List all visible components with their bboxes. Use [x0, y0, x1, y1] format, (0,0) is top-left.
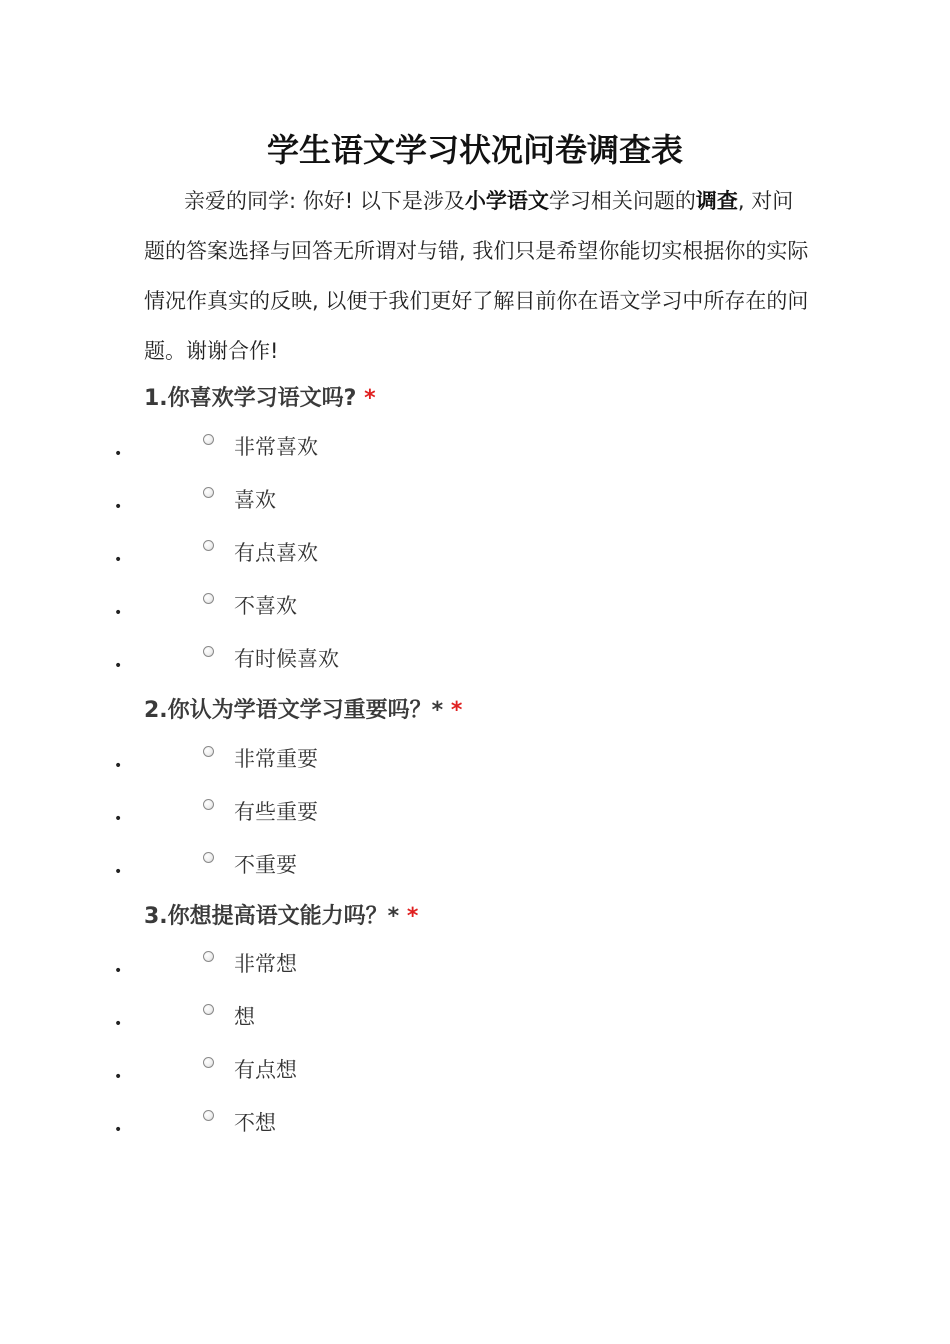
- option-label: 有点喜欢: [234, 541, 318, 565]
- option-item[interactable]: [0, 435, 950, 480]
- option-label: 非常喜欢: [234, 435, 318, 459]
- required-mark: *: [364, 386, 376, 411]
- list-bullet: •: [114, 499, 123, 515]
- option-item[interactable]: [0, 747, 950, 792]
- list-bullet: •: [114, 758, 123, 774]
- option-label: 有点想: [234, 1058, 297, 1082]
- option-item[interactable]: [0, 594, 950, 639]
- option-label: 非常重要: [234, 747, 318, 771]
- question-3-title: [144, 902, 418, 932]
- required-mark: *: [406, 904, 419, 929]
- list-bullet: •: [114, 1016, 123, 1032]
- list-bullet: •: [114, 658, 123, 674]
- list-bullet: •: [114, 605, 123, 621]
- option-item[interactable]: [0, 647, 950, 692]
- intro-text-2: 学习相关问题的: [548, 189, 696, 213]
- option-item[interactable]: [0, 1005, 950, 1050]
- question-text: 2.你认为学语文学习重要吗？*: [144, 698, 444, 723]
- radio-button[interactable]: [203, 852, 214, 863]
- option-label: 喜欢: [234, 488, 276, 512]
- intro-bold-subject: 小学语文: [464, 189, 549, 213]
- option-item[interactable]: [0, 952, 950, 997]
- intro-text-1: 亲爱的同学: 你好! 以下是涉及: [184, 189, 465, 213]
- radio-button[interactable]: [203, 1110, 214, 1121]
- radio-button[interactable]: [203, 746, 214, 757]
- option-label: 有些重要: [234, 800, 318, 824]
- radio-button[interactable]: [203, 646, 214, 657]
- option-label: 不想: [234, 1111, 276, 1135]
- option-item[interactable]: [0, 853, 950, 898]
- question-text: 1.你喜欢学习语文吗?: [144, 386, 357, 411]
- option-label: 有时候喜欢: [234, 647, 339, 671]
- list-bullet: •: [114, 811, 123, 827]
- option-item[interactable]: [0, 1058, 950, 1103]
- list-bullet: •: [114, 1122, 123, 1138]
- option-label: 想: [234, 1005, 255, 1029]
- radio-button[interactable]: [203, 593, 214, 604]
- option-item[interactable]: [0, 800, 950, 845]
- radio-button[interactable]: [203, 951, 214, 962]
- list-bullet: •: [114, 552, 123, 568]
- option-label: 不重要: [234, 853, 297, 877]
- question-2-title: [144, 696, 462, 726]
- radio-button[interactable]: [203, 799, 214, 810]
- option-label: 非常想: [234, 952, 297, 976]
- option-item[interactable]: [0, 541, 950, 586]
- intro-paragraph: [144, 176, 814, 376]
- option-item[interactable]: [0, 1111, 950, 1156]
- option-label: 不喜欢: [234, 594, 297, 618]
- intro-text-3: , 对问题的答案选择与回答无所谓对与错, 我们只是希望你能切实根据你的实际情况作真实的反映, 以便于我们更好了解目前你在语文学习中所存在的问题。谢谢合作!: [144, 189, 809, 363]
- radio-button[interactable]: [203, 487, 214, 498]
- radio-button[interactable]: [203, 1004, 214, 1015]
- radio-button[interactable]: [203, 540, 214, 551]
- list-bullet: •: [114, 963, 123, 979]
- radio-button[interactable]: [203, 434, 214, 445]
- survey-title: 学生语文学习状况问卷调查表: [266, 131, 683, 169]
- question-text: 3.你想提高语文能力吗？*: [144, 904, 400, 929]
- required-mark: *: [450, 698, 463, 723]
- intro-bold-survey: 调查: [695, 189, 738, 213]
- radio-button[interactable]: [203, 1057, 214, 1068]
- option-item[interactable]: [0, 488, 950, 533]
- list-bullet: •: [114, 1069, 123, 1085]
- list-bullet: •: [114, 864, 123, 880]
- question-1-title: [144, 384, 376, 414]
- list-bullet: •: [114, 446, 123, 462]
